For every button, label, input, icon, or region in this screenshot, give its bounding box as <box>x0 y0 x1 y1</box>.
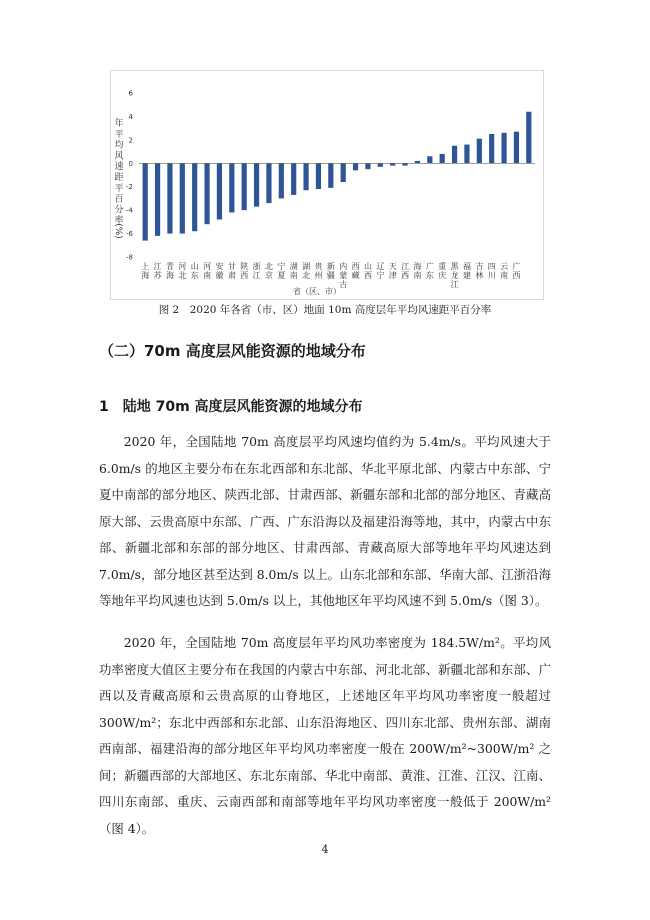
x-category-label: 肃 <box>227 271 236 280</box>
x-category-label: 北 <box>302 271 311 280</box>
bar <box>279 163 284 198</box>
y-axis-label-char: 分 <box>114 205 124 216</box>
bar <box>180 163 185 233</box>
x-category-label: 川 <box>487 271 496 280</box>
x-category-label: 南 <box>289 271 298 280</box>
x-category-label: 广 <box>512 262 521 271</box>
bar <box>266 163 271 203</box>
y-axis-label-char: 速 <box>114 162 124 173</box>
x-category-label: 上 <box>141 262 150 271</box>
x-category-label: 天 <box>388 262 397 271</box>
y-tick-label: -2 <box>126 183 133 192</box>
y-tick-label: -4 <box>126 206 133 215</box>
bar-chart <box>111 71 543 299</box>
x-category-label: 宁 <box>376 271 385 280</box>
bar <box>489 134 494 163</box>
x-category-label: 贵 <box>314 262 323 271</box>
y-tick-label: 4 <box>128 112 133 121</box>
bar <box>167 163 172 233</box>
x-category-label: 海 <box>141 271 150 280</box>
x-category-label: 北 <box>178 271 187 280</box>
x-category-label: 西 <box>240 271 249 280</box>
x-category-label: 蒙 <box>339 271 348 280</box>
x-category-label: 南 <box>413 271 422 280</box>
bar <box>427 156 432 163</box>
x-category-label: 河 <box>203 262 212 271</box>
bar <box>415 161 420 163</box>
x-category-label: 江 <box>450 280 459 289</box>
x-category-label: 古 <box>339 280 348 289</box>
y-axis-label-char: 风 <box>114 151 124 162</box>
x-category-label: 辽 <box>376 262 385 271</box>
x-category-label: 甘 <box>227 262 236 271</box>
x-category-label: 津 <box>388 271 397 280</box>
x-category-label: 西 <box>512 271 521 280</box>
bar <box>143 163 148 240</box>
x-category-label: 陕 <box>240 262 249 271</box>
bar <box>477 139 482 164</box>
x-category-label: 江 <box>153 262 162 271</box>
x-category-label: 藏 <box>351 271 360 280</box>
page-number: 4 <box>321 843 329 856</box>
x-category-label: 建 <box>462 271 471 280</box>
x-category-label: 州 <box>314 271 323 280</box>
x-category-label: 夏 <box>277 271 286 280</box>
bar <box>452 146 457 164</box>
x-category-label: 吉 <box>475 262 484 271</box>
bar <box>242 163 247 210</box>
y-axis-label-char: 年 <box>114 119 124 129</box>
x-category-label: 河 <box>178 262 187 271</box>
x-category-label: 海 <box>413 262 422 271</box>
bar <box>155 163 160 236</box>
x-category-label: 龙 <box>450 271 459 280</box>
y-axis-label-char: (%) <box>113 223 123 239</box>
x-category-label: 林 <box>475 271 484 280</box>
x-category-label: 云 <box>500 262 509 271</box>
bar <box>390 163 395 165</box>
x-category-label: 宁 <box>277 262 286 271</box>
y-axis-label-char: 距 <box>114 173 124 183</box>
bar <box>440 154 445 163</box>
x-axis-title: 省（区、市） <box>293 287 341 296</box>
y-tick-label: 2 <box>128 136 133 145</box>
bar <box>378 163 383 167</box>
y-tick-label: 0 <box>128 159 133 168</box>
y-axis-label-char: 率 <box>114 216 124 227</box>
bar <box>229 163 234 212</box>
bar <box>514 132 519 164</box>
x-category-label: 安 <box>215 262 224 271</box>
section-heading: （二）70m 高度层风能资源的地域分布 <box>99 342 366 360</box>
bar <box>316 163 321 189</box>
x-category-label: 浙 <box>252 262 261 271</box>
x-category-label: 重 <box>438 262 447 271</box>
bar <box>192 163 197 231</box>
x-category-label: 山 <box>190 262 199 271</box>
bar <box>291 163 296 195</box>
y-tick-label: 6 <box>128 89 133 98</box>
paragraph-wind-speed: 2020 年，全国陆地 70m 高度层平均风速均值约为 5.4m/s。平均风速大于 6.0m/s 的地区主要分布在东北西部和东北部、华北平原北部、内蒙古中东部、宁夏中南部的部分地区、陕西北部、甘肃西部、新疆东部和北部的部分地区、青藏高原大部、云贵高原中东部、广西、广东沿海以及福建沿海等地，其中，内蒙古中东部、新疆北部和东部的部分地区、甘肃西部、青藏高原大部等地年平均风速达到 7.0m/s，部分地区甚至达到 8.0m/s 以上。山东北部和东部、华南大部、江浙沿海等地年平均风速也达到 5.0m/s 以上，其他地区年平均风速不到 5.0m/s（图 3）。 <box>99 434 551 608</box>
x-category-label: 新 <box>326 262 335 271</box>
x-category-label: 黑 <box>450 262 459 271</box>
x-category-label: 海 <box>165 271 174 280</box>
bar <box>254 163 259 206</box>
y-axis-label-char: 平 <box>114 183 124 194</box>
bar <box>402 163 407 165</box>
bar <box>328 163 333 188</box>
x-category-label: 西 <box>363 271 372 280</box>
x-category-label: 东 <box>190 271 199 280</box>
x-category-label: 京 <box>264 271 273 280</box>
x-category-label: 江 <box>401 262 410 271</box>
bar <box>217 163 222 219</box>
x-category-label: 内 <box>339 262 348 271</box>
bar <box>353 163 358 170</box>
bar <box>303 163 308 190</box>
x-category-label: 苏 <box>153 271 162 280</box>
x-category-label: 南 <box>203 271 212 280</box>
x-category-label: 徽 <box>215 271 224 280</box>
x-category-label: 湖 <box>289 262 298 271</box>
bar <box>464 145 469 164</box>
y-axis-label-char: 均 <box>114 140 124 151</box>
x-category-label: 庆 <box>438 271 447 280</box>
paragraph-wind-power: 2020 年，全国陆地 70m 高度层年平均风功率密度为 184.5W/m²。平均风功率密度大值区主要分布在我国的内蒙古中东部、河北北部、新疆北部和东部、广西以及青藏高原和云贵高原的山脊地区，上述地区年平均风功率密度一般超过 300W/m²；东北中西部和东北部、山东沿海地区、四川东北部、贵州东部、湖南西南部、福建沿海的部分地区年平均风功率密度一般在 200W/m²~300W/m² 之间；新疆西部的大部地区、东北东南部、华北中南部、黄淮、江淮、江汉、江南、四川东南部、重庆、云南西部和南部等地年平均风功率密度一般低于 200W/m²（图 4）。 <box>99 635 551 836</box>
x-category-label: 疆 <box>326 271 335 280</box>
x-category-label: 山 <box>363 262 372 271</box>
x-category-label: 广 <box>425 262 434 271</box>
bar <box>501 133 506 163</box>
y-axis-label-char: 平 <box>114 129 124 140</box>
x-category-label: 福 <box>462 262 471 271</box>
x-category-label: 南 <box>500 271 509 280</box>
y-tick-label: -6 <box>126 230 133 239</box>
x-category-label: 江 <box>252 271 261 280</box>
bar <box>204 163 209 224</box>
x-category-label: 东 <box>425 271 434 280</box>
chart-container <box>110 70 544 300</box>
x-category-label: 湖 <box>302 262 311 271</box>
x-category-label: 青 <box>165 262 174 271</box>
subsection-heading: 1 陆地 70m 高度层风能资源的地域分布 <box>99 399 363 415</box>
x-category-label: 北 <box>264 262 273 271</box>
y-tick-label: -8 <box>126 253 133 262</box>
figure-caption: 图 2 2020 年各省（市、区）地面 10m 高度层年平均风速距平百分率 <box>158 304 492 316</box>
x-category-label: 西 <box>351 262 360 271</box>
bar <box>365 163 370 169</box>
y-axis-label-char: 百 <box>114 194 124 205</box>
x-category-label: 四 <box>487 262 496 271</box>
bar <box>526 112 531 164</box>
bar <box>341 163 346 182</box>
x-category-label: 西 <box>401 271 410 280</box>
